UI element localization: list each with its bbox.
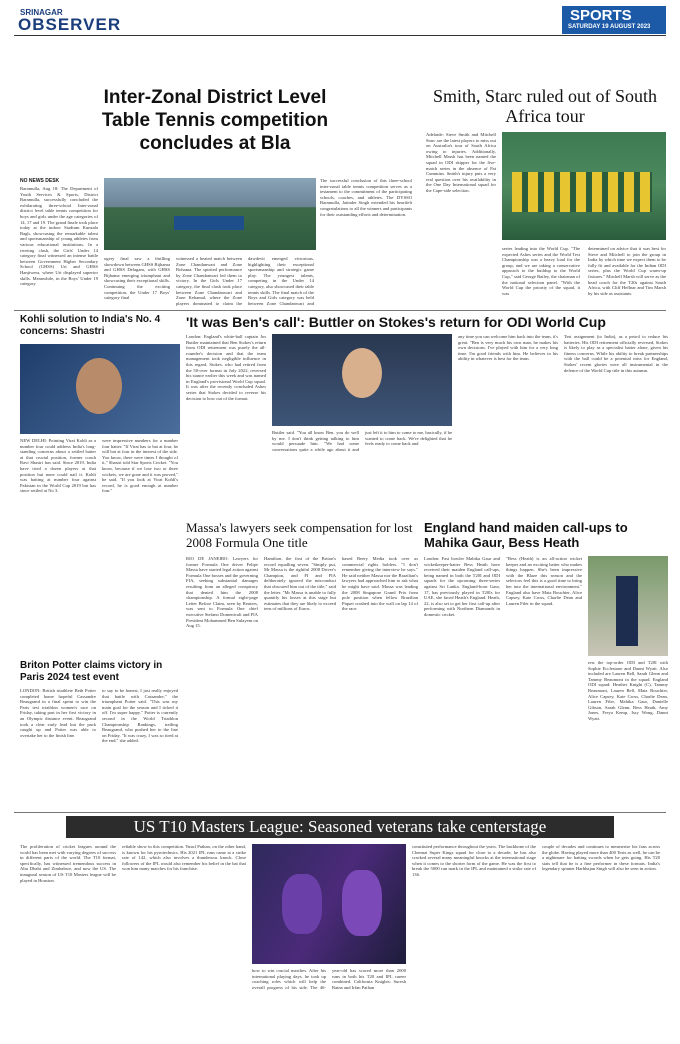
body-col-2: were impressive numbers for a number four batter. "If Virat has to bat at four, he will bat at four in the interest of the side. You know, there were times I thought of it," Shastri told Star Sports Cricket. "You know, because if we lose two or three wickets, we are gone and it was proved," he said. "If you look at Virat Kohli's record, he is good enough at number four." (102, 438, 178, 494)
body-col-1: Baramulla, Aug 18: The Department of Youth Services & Sports, District Baramulla, successfully concluded the exhilarating three-school Inter-zonal district level table tennis competition for boys and girls under the age categories of 14, 17 and 19. The grand finale took place today at the indoor Stadium Kunzala Bagh, showcasing the remarkable talent and sportsmanship of young athletes from various educational institutions. In a riveting clash, the Girls' Under 14 category final witnessed an intense battle between Government Higher Secondary School (GHSS) Uri and GHSS Hanjiwera, where Uri displayed superior skills. Meanwhile, in the Boys' Under 19 category (20, 186, 98, 287)
buttler-photo (272, 334, 452, 426)
story-smith-starc (422, 86, 668, 308)
body-col-3: determined on advice that it was best for Steve and Mitchell to join the group in India by which time we expect them to be fully fit and available for the Indian ODI series, plus the World Cup warm-up fixtures." Mitchell Marsh will serve as the head coach for the T20s against South Africa, with Cliff Heflnar and Tim Marsh by his side as assistants. (588, 246, 666, 296)
headline: 'It was Ben's call': Buttler on Stokes's return for ODI World Cup (186, 314, 606, 330)
masthead-name: OBSERVER (18, 15, 122, 34)
story-england-callups (424, 520, 668, 810)
divider (14, 812, 666, 813)
body-col-1: RIO DE JANEIRO: Lawyers for former Formula One driver Felipe Massa have started legal action against Formula One bosses and the governing FIA, seeking substantial damages resulting from an alleged conspiracy that denied him the 2008 championship. A formal eight-page Letter Before Claim, seen by Reuters, was sent to Formula One chief executive Stefano Domenicali and FIA President Mohammed Ben Sulayem on Aug 15. (186, 556, 258, 629)
body-col-5: The successful conclusion of this three-school inter-zonal table tennis competition serves as a testament to the commitment of the participating schools, coaches, and athletes. The DYSSO Baramulla, Jatinder Singh extended his heartfelt congratulations to all the winners and participants for their outstanding efforts and determination. (320, 178, 412, 217)
headline: Smith, Starc ruled out of South Africa tour (433, 86, 657, 126)
body-col-2: Hamilton, the first of the Briton's record equalling seven. "Simply put, Mr Massa is the rightful 2008 Driver's Champion, and FI and FIA deliberately ignored the misconduct that obscured him out of the title," said the letter. "Mr Massa is unable to fully quantify his losses at this stage but estimates that they are likely to exceed tens of millions of Euros. (264, 556, 336, 612)
body-col-1: NEW DELHI: Pointing Virat Kohli as a number four could address India's long-standing concerns about a settled batter at that crucial position, former coach Ravi Shastri has said. Since 2019, India have tried a dozen players at that position but none could nail it. Kohli was batting at number four against Pakistan in the World Cup 2019 but has since settled at No 3. (20, 438, 96, 494)
body-col-1: London: England's white-ball captain Jos Buttler maintained that Ben Stokes's return from ODI retirement was purely the all-rounder's decision and that the team management took negligible influence in this regard. Stokes, who had retired from the 50-over format in July 2022, reversed his stance earlier this week and was named in England's provisional World Cup squad. It was after the recently concluded Ashes series that Stokes decided to reverse his decision to bow out of the format. (186, 334, 266, 401)
body-col-2: ogery final saw a thrilling showdown between GHSS Bijhama and GHSS Delagam, with GHSS Bijhama emerging triumphant and showcasing their exceptional skills. Continuing the exciting competition, the Under 17 Boys' category final (104, 256, 170, 301)
shastri-photo (20, 344, 180, 434)
headline: Massa's lawyers seek compensation for lost 2008 Formula One title (186, 520, 413, 550)
body-col-2: reliable show in this competition. Yusuf Pathan, on the other hand, is known for his pyrotechnics. His 2021 IPL runs came at a strike rate of 142, which also involves a thunderous knock. Close followers of the IPL would also remember his belief in the bat that won him many matches for his franchise. (122, 844, 246, 872)
byline: NO NEWS DESK (20, 178, 60, 184)
headline: Kohli solution to India's No. 4 concerns: Shastri (20, 314, 161, 337)
body-col-3: rest the top-order ODI and T20I with Sophie Ecclestone and Danni Wyatt. Also included are Lauren Bell, Sarah Glenn and Tammy Beaumont in the squad. England ODI squad: Heather Knight (C), Tammy Beaumont, Lauren Bell, Maia Bouchier, Alice Capsey, Kate Cross, Charlie Dean, Lauren Filer, Mahika Gaur, Danielle Gibson, Sarah Glenn, Bess Heath, Amy Jones, Freya Kemp, Issy Wong, Danni Wyatt. (588, 660, 668, 721)
body-col-5: couple of decades and continues to mesmerise his fans across the globe. Having played more than 400 Tests as well, he can be a nightmare for batting swords when he gets going. His T20 stats tell that he is a fine performer in these formats. India's legendary spinner Harbhajan Singh will also be seen in action. (542, 844, 660, 872)
headline: Briton Potter claims victory in Paris 2024 test event (20, 660, 163, 683)
body-col-1: Adelaide: Steve Smith and Mitchell Starc are the latest players to miss out on Australia's tour of South Africa owing to injuries. Additionally, Mitchell Marsh has been named the squad in ODI skipper for the five-match series in the absence of Pat Cummins. Smith's injury puts a very real question over his availability in the One Day International squad for the Cape-side selection. (426, 132, 496, 193)
bowler-photo (588, 556, 668, 656)
section-label: SPORTS (570, 7, 632, 24)
story-massa (186, 520, 418, 810)
masthead-top: SRINAGAR (20, 8, 63, 17)
headline: US T10 Masters League: Seasoned veterans take centerstage (133, 817, 547, 836)
body-col-1: LONDON: British triathlete Beth Potter completed home hopeful Cassandre Beaugrand in a final sprint to win the Paris test triathlon women's race on Friday, taking part in her first victory in an Olympic distance event. Beaugrand took a clear early lead but the pack caught up and Potter was able to overtake her to the finish line. (20, 688, 96, 738)
cricketers-photo (252, 844, 406, 964)
body-col-3: based Beery Media took over as commercial rights holders. "I don't remember giving the interview he says." He said neither Massa nor the Brazilian's lawyers had approached him to ask what he might have said. Massa was leading the 2008 Singapore Grand Prix from pole position when fellow Brazilian Piquet crashed into the wall on lap 14 of the race. (342, 556, 418, 612)
section-tab (562, 6, 666, 34)
body-col-3: witnessed a heated match between Zone Chandanwari and Zone Bohama. The spirited performance by Zone Chandanwari led them to victory. In the Girls Under 17 category, the final clash took place between Zone Chandanwari and Zone Kehamal, where the Zone players dominated to claim the (176, 256, 242, 306)
body-col-1-cont (20, 186, 98, 306)
body-col-4: constituted performance throughout the years. The backbone of the Chennai Super Kings squad for close to a decade, he has also cracked several many meaningful knocks at the international stage when it comes to the shorter form of the game. He was the first to break the 5000 run mark in the IPL and maintained a strike rate of 136. (412, 844, 536, 877)
divider (14, 310, 666, 311)
headline: Inter-Zonal District Level Table Tennis competition concludes at Bla (101, 87, 329, 154)
headline-banner (66, 816, 614, 838)
headline: England hand maiden call-ups to Mahika Gaur, Bess Heath (424, 520, 628, 550)
body-col-1: The proliferation of cricket leagues around the world has been met with varying degrees of success in different parts of the world. The T10 format, specifically, has witnessed tremendous success in Abu Dhabi and Zimbabwe, and now the US. The inaugural season of US T10 Masters league will be played in Houston. (20, 844, 116, 883)
table-tennis-photo (104, 178, 316, 250)
cricket-team-photo (502, 132, 666, 240)
body-col-1: London: Fast bowler Mahika Gaur and wicketkeeper-batter Bess Heath have received their maiden England call-ups, being named in both the T20I and ODI squads for the upcoming three-series against Sri Lanka. England-born Gaur, 17, has previously played in T20Is for UAE, she faced Heath's England. Heath, 22, is also set to get her first call-up after performing with Northern Diamonds in domestic cricket. (424, 556, 500, 617)
body-col-2: to say to be honest, I just really enjoyed that battle with Cassandre," the triumphant Potter said. "This was my main goal for the season and I ticked it off. I'm super happy." Potter is currently second in the World Triathlon Championship Rankings, trailing Beaugrand, who pushed her to the line on Friday. "It was crazy, I was so tired at the end," she added. (102, 688, 178, 744)
story-kohli (20, 314, 180, 662)
body-col-4: dawdevit emerged victorious, highlighting their exceptional sportsmanship and strategic game play. The youngest talents, competing in the Under 14 category, also showcased their table tennis skills. The final match of the Boys and Girls category was held between Zone Chandanwari and (248, 256, 314, 306)
story-potter (20, 660, 180, 810)
body-col-3: how to win crucial matches. After his international playing days, he took up coaching roles which will help the overall progress of his side. The 46-year-old has scored more than 2000 runs in both his T20 and IPL career combined. California Knights: Suresh Raina and Irfan Pathan (252, 968, 406, 990)
issue-date: SATURDAY 19 AUGUST 2023 (568, 24, 651, 30)
body-col-2: "Bess (Heath) is an all-action wicket keeper and an exciting batter who makes things happen. She's been impressive with the Blaze this season and the selectors feel this is a good time to bring her into the international environment." England also have Maia Bouchier, Alice Capsey, Kate Cross, Charlie Dean and Lauren Filer in the squad. (506, 556, 582, 606)
story-buttler (186, 314, 668, 510)
body-col-2: series leading into the World Cup. "The expected Ashes series and the World Test Championship was a heavy load for the group, and we are taking a conservative approach to the buildup to the World Cup," said George Bailey, the chairman of the national selection panel. "With the World Cup the priority of the squad, it was (502, 246, 580, 296)
body-col-2: Buttler said. "You all know Ben, you do well by me. I don't think getting talking to him would persuade him. "We had some conversations quite a while ago about it and just left it to him to come to me, basically, if he wanted to come back. We're delighted that he feels ready to come back and (272, 430, 452, 452)
masthead (14, 6, 666, 36)
body-col-3: any time you can welcome him back into the team, it's great. "Ben is very much his own man, he makes his own decisions. I've played with him for a very long time. I'm good friends with him. He believes in his ability in whatever is best for the team. (458, 334, 558, 362)
body-col-4: Test assignment (to India), as a petrol to reduce his batteries. His ODI retirement officially reversed, Stokes is likely to play as a specialist batter alone, given his fitness concerns. While his ability to break partnerships with the ball could be a potential miss for England, Stokes' recent glories were all instrumental in the defence of the World Cup title in this autumn. (564, 334, 668, 373)
story-t10-league (14, 814, 666, 1040)
